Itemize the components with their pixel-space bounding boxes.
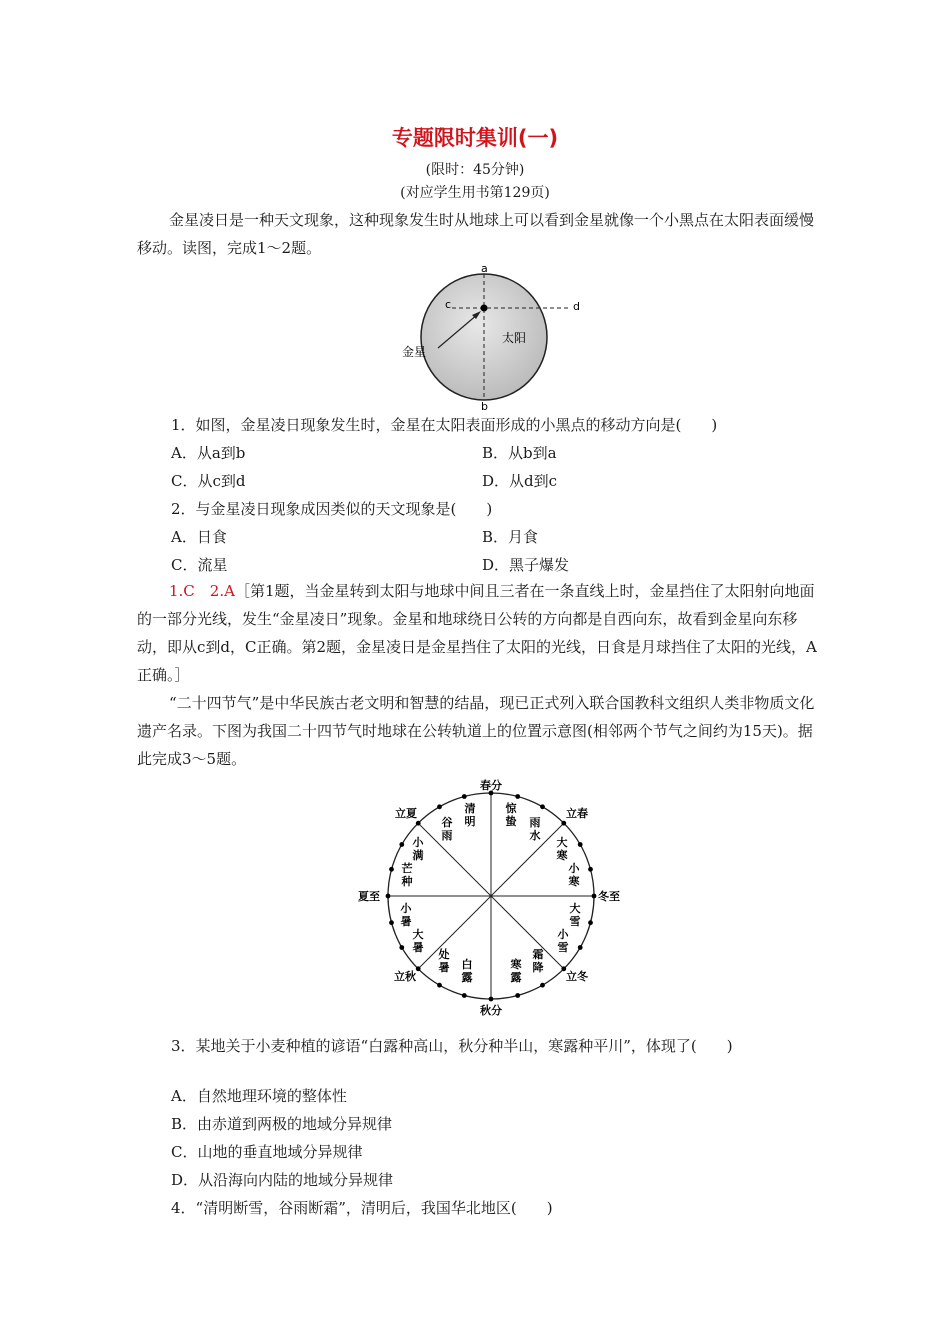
label-sun: 太阳 <box>502 331 527 345</box>
term-dahan: 大寒 <box>556 836 568 862</box>
label-c: c <box>445 298 452 311</box>
term-xiazhi: 夏至 <box>358 890 380 903</box>
q2-option-b[interactable]: B．月食 <box>482 528 539 546</box>
q3-stem: 3．某地关于小麦种植的谚语“白露种高山，秋分种半山，寒露种平川”，体现了( ) <box>171 1037 733 1055</box>
term-xiaohan: 小寒 <box>568 862 580 888</box>
term-lixia: 立夏 <box>395 807 417 820</box>
q2-option-a[interactable]: A．日食 <box>171 528 227 546</box>
venus-transit-figure <box>390 262 610 412</box>
venus-dot <box>481 305 488 312</box>
term-shuangjiang: 霜降 <box>532 948 544 974</box>
q4-stem: 4．“清明断雪，谷雨断霜”，清明后，我国华北地区( ) <box>171 1199 553 1217</box>
q2-stem: 2．与金星凌日现象成因类似的天文现象是( ) <box>171 500 493 518</box>
q1-option-a[interactable]: A．从a到b <box>171 444 246 462</box>
answer-key: 1.C 2.A <box>169 582 235 600</box>
page-title: 专题限时集训(一) <box>391 126 559 150</box>
term-qiufen: 秋分 <box>480 1004 502 1017</box>
label-a: a <box>481 262 488 275</box>
q1-stem: 1．如图，金星凌日现象发生时，金星在太阳表面形成的小黑点的移动方向是( ) <box>171 416 718 434</box>
term-qingming: 清明 <box>464 802 476 828</box>
term-dashu: 大暑 <box>412 928 424 954</box>
term-lichun: 立春 <box>566 807 588 820</box>
term-xiaoshu: 小暑 <box>400 902 412 928</box>
term-mangzhong: 芒种 <box>401 862 413 888</box>
label-d: d <box>573 300 580 313</box>
term-dongzhi: 冬至 <box>598 890 620 903</box>
term-xiaoman: 小满 <box>412 836 424 862</box>
book-reference: (对应学生用书第129页) <box>400 185 550 201</box>
q1-option-b[interactable]: B．从b到a <box>482 444 557 462</box>
q2-option-d[interactable]: D．黑子爆发 <box>482 556 570 574</box>
answer-1-2 <box>137 577 822 689</box>
q3-option-a[interactable]: A．自然地理环境的整体性 <box>171 1087 347 1105</box>
q3-option-c[interactable]: C．山地的垂直地域分异规律 <box>171 1143 363 1161</box>
q3-option-b[interactable]: B．由赤道到两极的地域分异规律 <box>171 1115 393 1133</box>
q1-option-d[interactable]: D．从d到c <box>482 472 558 490</box>
answer-explanation: ［第1题，当金星转到太阳与地球中间且三者在一条直线上时，金星挡住了太阳射向地面的一部分光线，发生“金星凌日”现象。金星和地球绕日公转的方向都是自西向东，故看到金星向东移动，即从c到d，C正确。第2题，金星凌日是金星挡住了太阳的光线，日食是月球挡住了太阳的光线，A正确。］ <box>137 582 817 684</box>
label-b: b <box>481 400 488 412</box>
q1-option-c[interactable]: C．从c到d <box>171 472 246 490</box>
q3-option-d[interactable]: D．从沿海向内陆的地域分异规律 <box>171 1171 394 1189</box>
solar-terms-figure <box>352 778 632 1028</box>
term-chunfen: 春分 <box>480 779 502 792</box>
term-guyu: 谷雨 <box>441 816 453 842</box>
term-lidong: 立冬 <box>566 970 588 983</box>
intro-paragraph-2: “二十四节气”是中华民族古老文明和智慧的结晶，现已正式列入联合国教科文组织人类非物质文化遗产名录。下图为我国二十四节气时地球在公转轨道上的位置示意图(相邻两个节气之间约为15天)。据此完成3～5题。 <box>137 694 815 768</box>
term-jingzhe: 惊蛰 <box>505 802 517 828</box>
term-liqiu: 立秋 <box>394 970 416 983</box>
intro-paragraph-1: 金星凌日是一种天文现象，这种现象发生时从地球上可以看到金星就像一个小黑点在太阳表面缓慢移动。读图，完成1～2题。 <box>137 211 815 257</box>
term-yushui: 雨水 <box>529 816 541 842</box>
term-xiaoxue: 小雪 <box>557 928 569 954</box>
term-hanlu: 寒露 <box>510 958 522 984</box>
term-bailu: 白露 <box>461 958 473 984</box>
term-daxue: 大雪 <box>569 902 581 928</box>
q2-option-c[interactable]: C．流星 <box>171 556 228 574</box>
time-limit: (限时：45分钟) <box>425 162 525 178</box>
label-venus: 金星 <box>402 345 427 359</box>
term-chushu: 处暑 <box>438 948 450 974</box>
